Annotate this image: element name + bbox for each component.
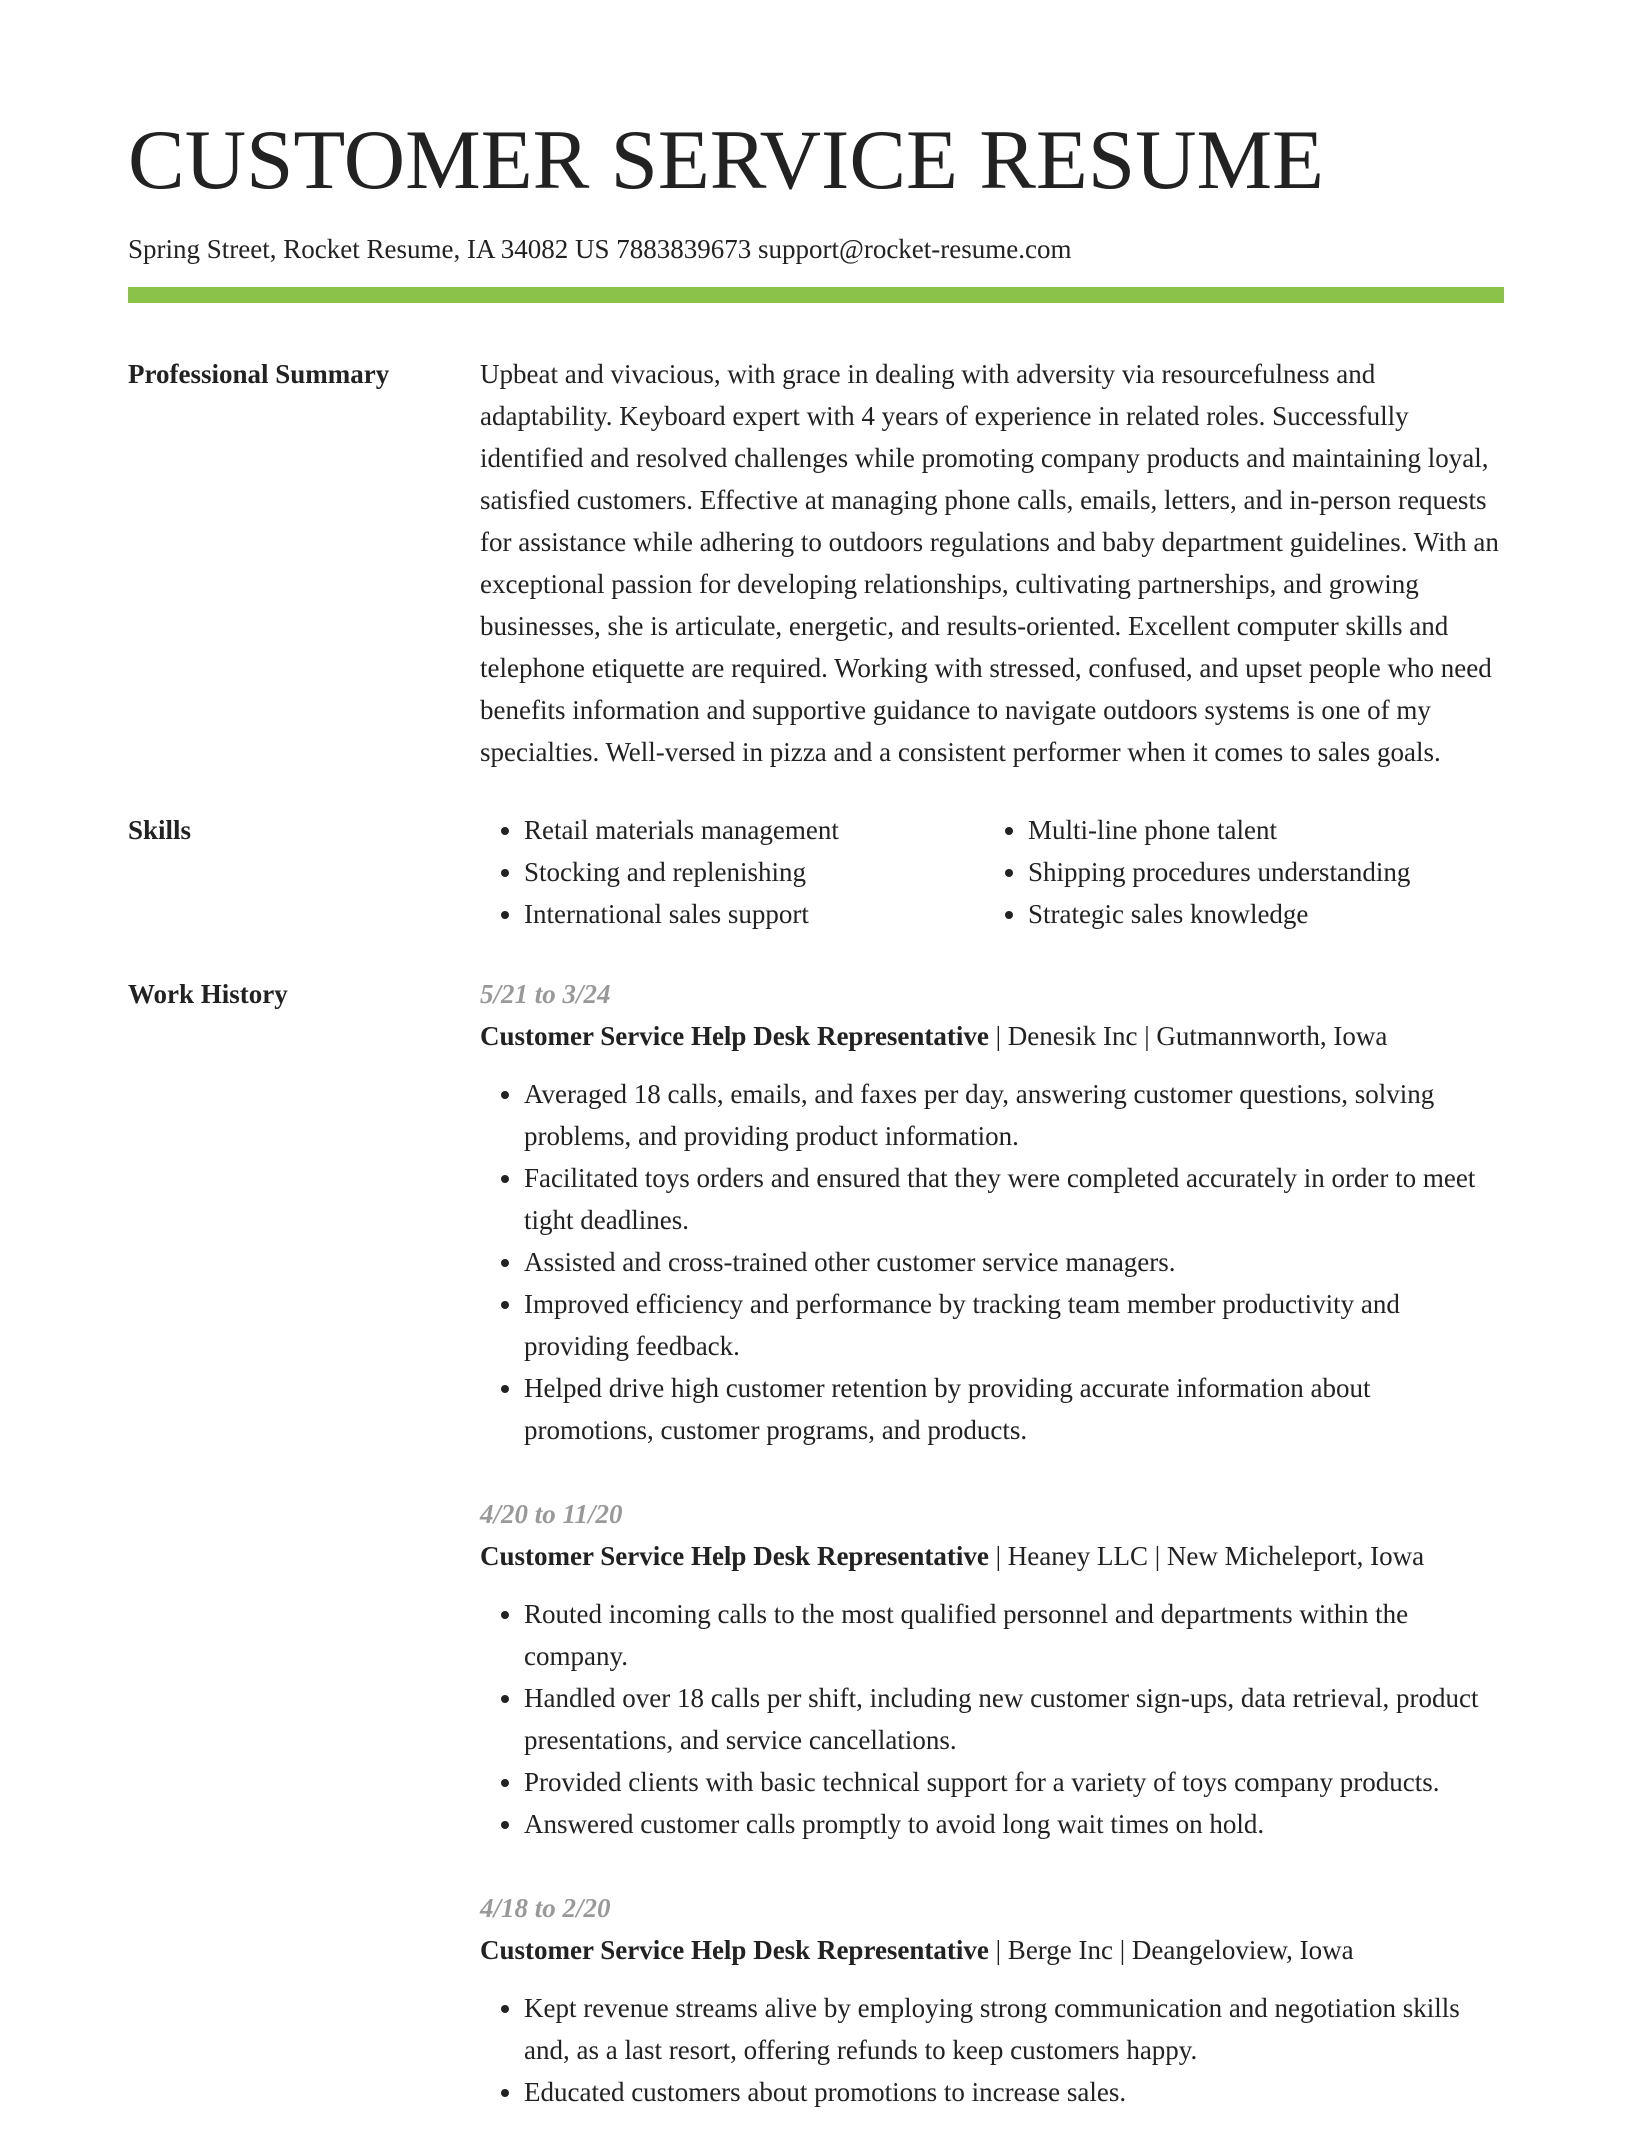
job-bullet: • Assisted and cross-trained other customer service managers. (524, 1241, 1504, 1283)
job-heading (480, 1535, 1504, 1577)
skill-item: • Multi-line phone talent (1028, 809, 1488, 851)
skill-item: • Shipping procedures understanding (1028, 851, 1488, 893)
header-divider (128, 287, 1504, 303)
skills-list-right (984, 809, 1488, 935)
job-bullet: • Helped drive high customer retention by providing accurate information about promotions, customer programs, and products. (524, 1367, 1504, 1451)
contact-line: Spring Street, Rocket Resume, IA 34082 US 7883839673 support@rocket-resume.com (128, 234, 1072, 264)
professional-summary-section (128, 353, 1504, 773)
job-entry (480, 973, 1504, 1451)
skills-section (128, 809, 1504, 935)
job-bullet: • Averaged 18 calls, emails, and faxes per day, answering customer questions, solving problems, and providing product information. (524, 1073, 1504, 1157)
job-employer-location: | Denesik Inc | Gutmannworth, Iowa (988, 1021, 1388, 1052)
job-entry (480, 1493, 1504, 1845)
skill-item: • Retail materials management (524, 809, 984, 851)
resume-page (128, 113, 1504, 2155)
job-bullet: • Improved efficiency and performance by tracking team member productivity and providing feedback. (524, 1283, 1504, 1367)
job-heading (480, 1015, 1504, 1057)
job-employer-location: | Berge Inc | Deangeloview, Iowa (988, 1935, 1354, 1966)
section-label-work-history: Work History (128, 979, 288, 1010)
job-bullets (480, 1073, 1504, 1451)
skill-item: • Strategic sales knowledge (1028, 893, 1488, 935)
job-title: Customer Service Help Desk Representative (480, 1021, 989, 1052)
summary-text: Upbeat and vivacious, with grace in dealing with adversity via resourcefulness and adaptability. Keyboard expert with 4 years of experience in related roles. Successfully identified and resolved challenges while promoting company products and maintaining loyal, satisfied customers. Effective at managing phone calls, emails, letters, and in-person requests for assistance while adhering to outdoors regulations and baby department guidelines. With an exceptional passion for developing relationships, cultivating partnerships, and growing businesses, she is articulate, energetic, and results-oriented. Excellent computer skills and telephone etiquette are required. Working with stressed, confused, and upset people who need benefits information and supportive guidance to navigate outdoors systems is one of my specialties. Well-versed in pizza and a consistent performer when it comes to sales goals. (480, 359, 1499, 768)
section-label-summary: Professional Summary (128, 359, 390, 390)
job-bullets (480, 1593, 1504, 1845)
job-entry (480, 1887, 1504, 2113)
resume-title: CUSTOMER SERVICE RESUME (128, 113, 1324, 207)
job-bullet: • Handled over 18 calls per shift, including new customer sign-ups, data retrieval, product presentations, and service cancellations. (524, 1677, 1504, 1761)
section-label-skills: Skills (128, 815, 192, 846)
job-bullet: • Answered customer calls promptly to avoid long wait times on hold. (524, 1803, 1504, 1845)
job-title: Customer Service Help Desk Representative (480, 1935, 989, 1966)
job-dates: 5/21 to 3/24 (480, 979, 611, 1010)
work-history-section (128, 973, 1504, 2155)
job-dates: 4/20 to 11/20 (480, 1499, 623, 1530)
job-employer-location: | Heaney LLC | New Micheleport, Iowa (988, 1541, 1425, 1572)
skills-list-left (480, 809, 984, 935)
job-dates: 4/18 to 2/20 (480, 1893, 611, 1924)
job-bullet: • Facilitated toys orders and ensured that they were completed accurately in order to meet tight deadlines. (524, 1157, 1504, 1241)
job-bullet: • Educated customers about promotions to increase sales. (524, 2071, 1504, 2113)
skill-item: • International sales support (524, 893, 984, 935)
job-heading (480, 1929, 1504, 1971)
job-bullet: • Routed incoming calls to the most qualified personnel and departments within the company. (524, 1593, 1504, 1677)
job-bullets (480, 1987, 1504, 2113)
skill-item: • Stocking and replenishing (524, 851, 984, 893)
job-title: Customer Service Help Desk Representative (480, 1541, 989, 1572)
job-bullet: • Kept revenue streams alive by employing strong communication and negotiation skills and, as a last resort, offering refunds to keep customers happy. (524, 1987, 1504, 2071)
job-bullet: • Provided clients with basic technical support for a variety of toys company products. (524, 1761, 1504, 1803)
